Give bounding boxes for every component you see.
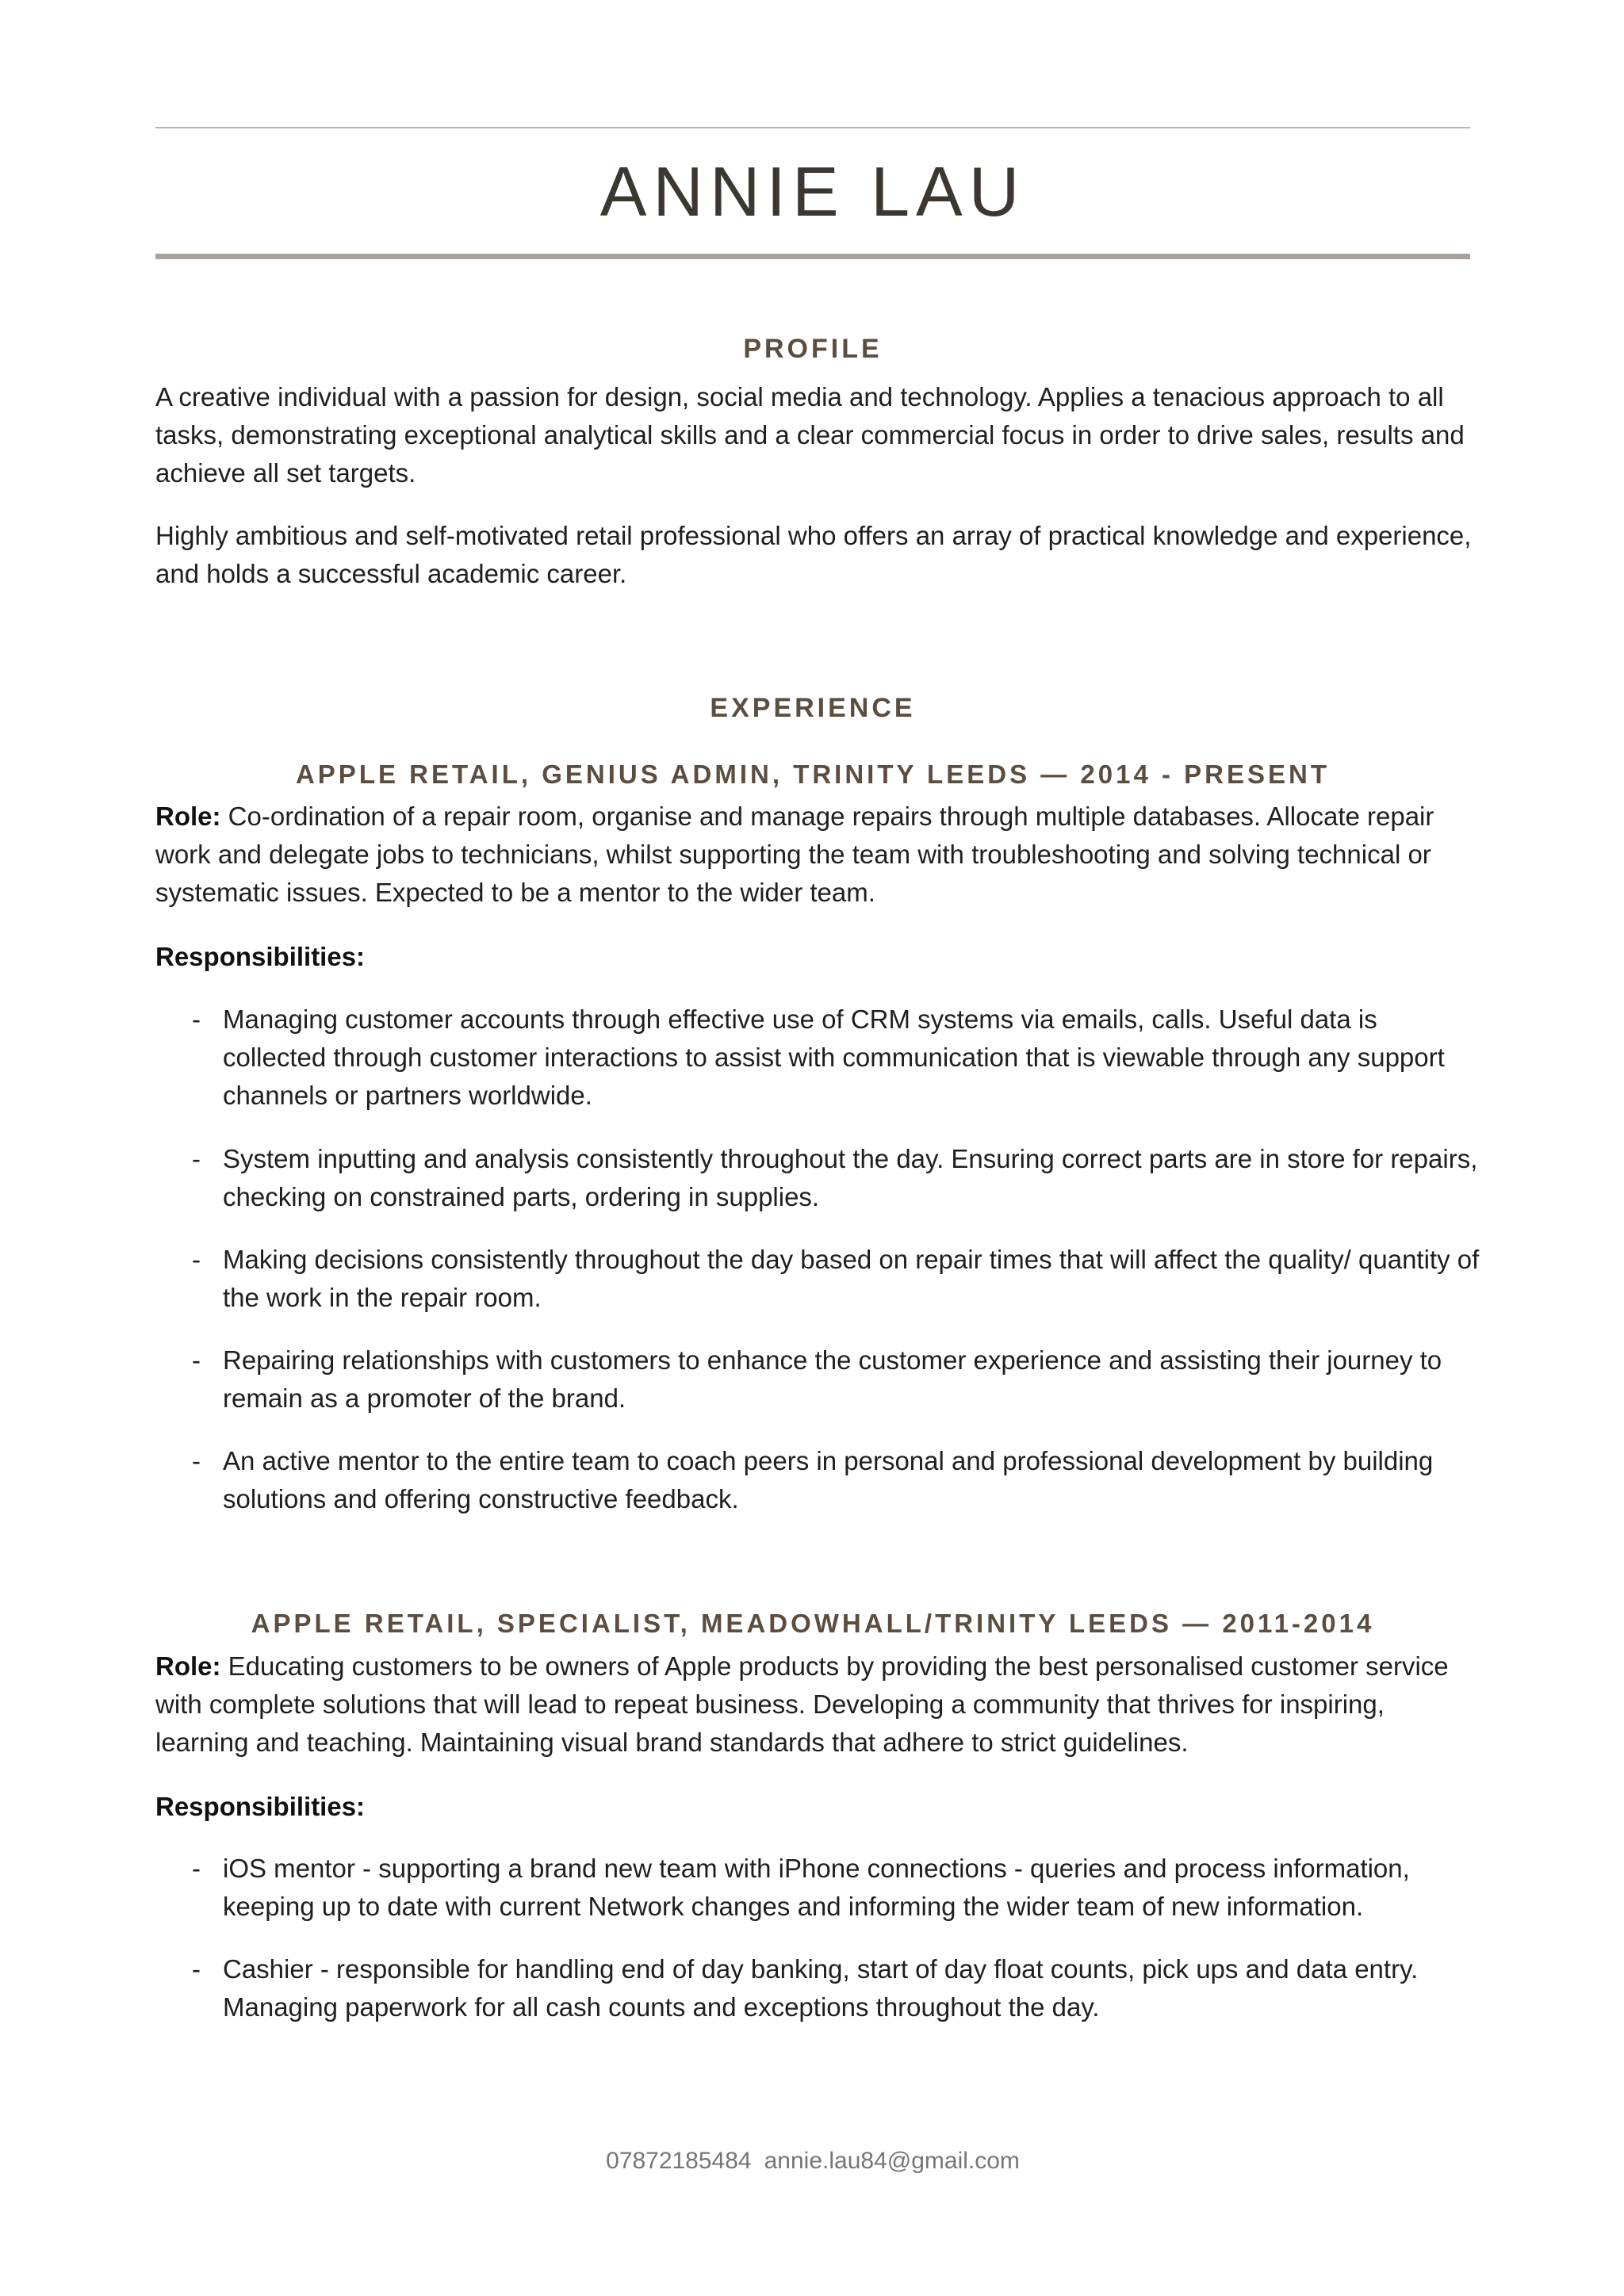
responsibilities-list bbox=[155, 1241, 1480, 1317]
responsibility-item bbox=[155, 1241, 1480, 1317]
bullet-dash: - bbox=[192, 1446, 201, 1475]
responsibility-text: An active mentor to the entire team to coach peers in personal and professional development by building solutions and offering constructive feedback. bbox=[223, 1446, 1434, 1513]
experience-heading: EXPERIENCE bbox=[710, 693, 916, 723]
responsibility-text: Repairing relationships with customers to enhance the customer experience and assisting their journey to remain as a promoter of the brand. bbox=[223, 1345, 1442, 1413]
bullet-dash: - bbox=[192, 1004, 201, 1034]
header-bottom-rule bbox=[155, 254, 1470, 259]
profile-paragraph-1: A creative individual with a passion for design, social media and technology. Applies a tenacious approach to all tasks, demonstrating exceptional analytical skills and a clear commercial focus in order to drive sales, results and achieve all set targets. bbox=[155, 382, 1465, 488]
responsibility-text: System inputting and analysis consistently throughout the day. Ensuring correct parts are in store for repairs, checking on constrained parts, ordering in supplies. bbox=[223, 1144, 1478, 1211]
responsibility-text: Managing customer accounts through effective use of CRM systems via emails, calls. Useful data is collected through customer interactions to assist with communication that is viewable through any support channels or partners worldwide. bbox=[223, 1004, 1445, 1110]
role-text: Co-ordination of a repair room, organise and manage repairs through multiple databases. Allocate repair work and delegate jobs to technicians, whilst supporting the team with troubleshooting and solving technical or systematic issues. Expected to be a mentor to the wider team. bbox=[155, 802, 1434, 907]
responsibilities-list bbox=[155, 1442, 1480, 1518]
phone-number[interactable]: 07872185484 bbox=[606, 2148, 752, 2174]
header-top-rule bbox=[155, 127, 1470, 128]
bullet-dash: - bbox=[192, 1854, 201, 1883]
bullet-dash: - bbox=[192, 1245, 201, 1274]
responsibility-item bbox=[155, 1950, 1480, 2026]
bullet-dash: - bbox=[192, 1144, 201, 1173]
bullet-dash: - bbox=[192, 1954, 201, 1984]
responsibilities-list bbox=[155, 1341, 1480, 1418]
responsibility-text: iOS mentor - supporting a brand new team with iPhone connections - queries and process information, keeping up to date with current Network changes and informing the wider team of new information. bbox=[223, 1854, 1410, 1921]
profile-heading: PROFILE bbox=[743, 334, 883, 364]
responsibility-text: Cashier - responsible for handling end of day banking, start of day float counts, pick ups and data entry. Managing paperwork for all cash counts and exceptions throughout the day. bbox=[223, 1954, 1419, 2022]
responsibility-item bbox=[155, 1850, 1480, 1926]
role-label: Role: bbox=[155, 802, 221, 831]
responsibility-item bbox=[155, 1341, 1480, 1418]
job-title: APPLE RETAIL, SPECIALIST, MEADOWHALL/TRINITY LEEDS — 2011-2014 bbox=[251, 1609, 1375, 1638]
responsibilities-label: Responsibilities: bbox=[155, 1792, 366, 1821]
bullet-dash: - bbox=[192, 1345, 201, 1375]
email-address[interactable]: annie.lau84@gmail.com bbox=[764, 2148, 1020, 2174]
responsibilities-list bbox=[155, 1850, 1480, 1926]
responsibilities-label: Responsibilities: bbox=[155, 942, 366, 971]
role-label: Role: bbox=[155, 1651, 221, 1681]
job-role-description bbox=[155, 1647, 1480, 1762]
job-role-description bbox=[155, 798, 1480, 912]
responsibilities-list bbox=[155, 1950, 1480, 2026]
contact-footer bbox=[155, 2145, 1470, 2177]
responsibility-text: Making decisions consistently throughout the day based on repair times that will affect the quality/ quantity of the work in the repair room. bbox=[223, 1245, 1480, 1312]
responsibilities-list bbox=[155, 1001, 1480, 1115]
candidate-name: ANNIE LAU bbox=[599, 152, 1026, 231]
profile-paragraph-2: Highly ambitious and self-motivated retail professional who offers an array of practical knowledge and experience, and holds a successful academic career. bbox=[155, 521, 1472, 588]
responsibility-item bbox=[155, 1442, 1480, 1518]
job-title: APPLE RETAIL, GENIUS ADMIN, TRINITY LEEDS — 2014 - PRESENT bbox=[295, 760, 1331, 789]
responsibility-item bbox=[155, 1001, 1480, 1115]
role-text: Educating customers to be owners of Apple products by providing the best personalised customer service with complete solutions that will lead to repeat business. Developing a community that thrives for inspiring, learning and teaching. Maintaining visual brand standards that adhere to strict guidelines. bbox=[155, 1651, 1449, 1757]
responsibility-item bbox=[155, 1140, 1480, 1216]
responsibilities-list bbox=[155, 1140, 1480, 1216]
